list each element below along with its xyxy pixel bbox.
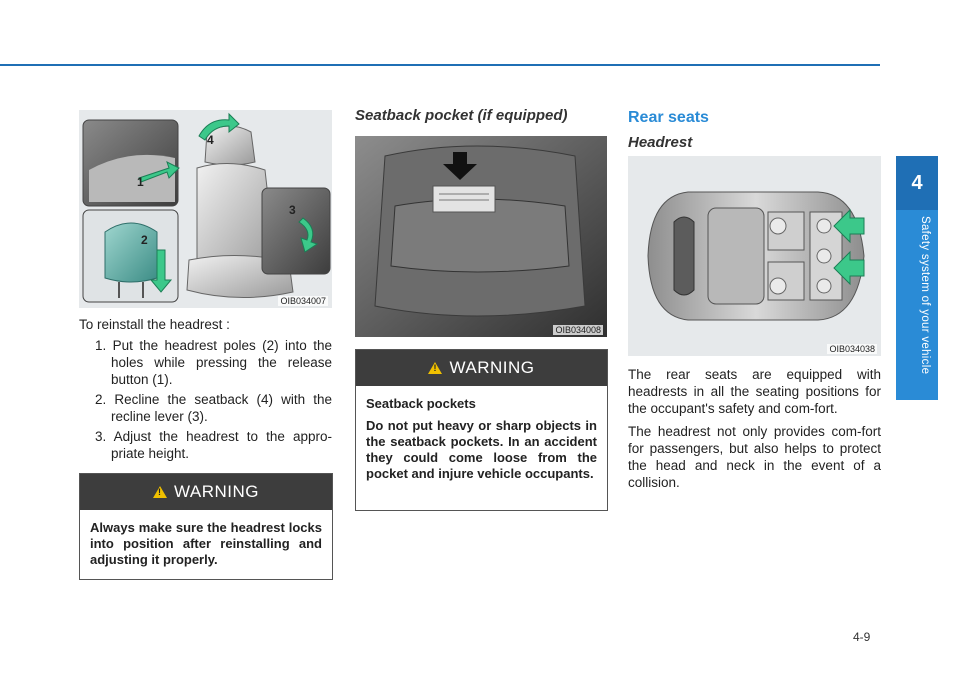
warning-text bbox=[356, 386, 607, 496]
warning-triangle-icon bbox=[428, 362, 442, 374]
chapter-number: 4 bbox=[911, 171, 923, 194]
rear-seats-figure bbox=[628, 156, 881, 356]
warning-header bbox=[80, 474, 332, 510]
warning-box-headrest bbox=[79, 473, 333, 580]
warning-triangle-icon bbox=[153, 486, 167, 498]
warning-subtitle: Seatback pockets bbox=[366, 396, 476, 411]
paragraph: The headrest not only provides com-fort for passengers, but also helps to protect the head and neck in the event of a collision. bbox=[628, 424, 881, 490]
callout-4: 4 bbox=[207, 133, 214, 147]
figure-code: OIB034007 bbox=[280, 296, 326, 306]
step-item: 2. Recline the seatback (4) with the recline lever (3). bbox=[95, 392, 332, 424]
callout-1: 1 bbox=[137, 175, 144, 189]
callout-3: 3 bbox=[289, 203, 296, 217]
warning-title: WARNING bbox=[173, 482, 260, 501]
seatback-pocket-heading: Seatback pocket (if equipped) bbox=[355, 107, 568, 124]
rear-seats-heading: Rear seats bbox=[628, 109, 709, 126]
paragraph: The rear seats are equipped with headrests in all the seating positions for the occupant's safety and com-fort. bbox=[628, 367, 881, 416]
figure-code: OIB034038 bbox=[829, 344, 875, 354]
seatback-pocket-figure bbox=[355, 136, 607, 337]
warning-header bbox=[356, 350, 607, 386]
pocket-illustration bbox=[355, 136, 607, 337]
page-number: 4-9 bbox=[853, 630, 871, 644]
headrest-reinstall-figure bbox=[79, 110, 332, 308]
warning-box-pocket bbox=[355, 349, 608, 511]
reinstall-instructions bbox=[79, 316, 332, 465]
intro-text: To reinstall the headrest : bbox=[79, 317, 230, 332]
warning-title: WARNING bbox=[449, 358, 535, 377]
chapter-tab bbox=[896, 156, 938, 210]
rear-seats-text bbox=[628, 366, 881, 495]
figure-code: OIB034008 bbox=[555, 325, 601, 335]
callout-2: 2 bbox=[141, 233, 148, 247]
warning-body: Do not put heavy or sharp objects in the seatback pockets. In an accident they could come loose from the pocket and injure vehicle occupants. bbox=[366, 418, 597, 481]
seat-illustration bbox=[79, 110, 332, 308]
warning-text: Always make sure the headrest locks into position after reinstalling and adjusting it properly. bbox=[90, 520, 322, 567]
steps-list bbox=[79, 337, 332, 462]
car-top-view-illustration bbox=[628, 156, 881, 356]
header-rule bbox=[0, 64, 880, 66]
headrest-subheading: Headrest bbox=[628, 134, 693, 151]
step-item: 3. Adjust the headrest to the appro-priate height. bbox=[95, 429, 332, 461]
chapter-title: Safety system of your vehicle bbox=[919, 216, 931, 375]
step-item: 1. Put the headrest poles (2) into the holes while pressing the release button (1). bbox=[95, 338, 332, 387]
